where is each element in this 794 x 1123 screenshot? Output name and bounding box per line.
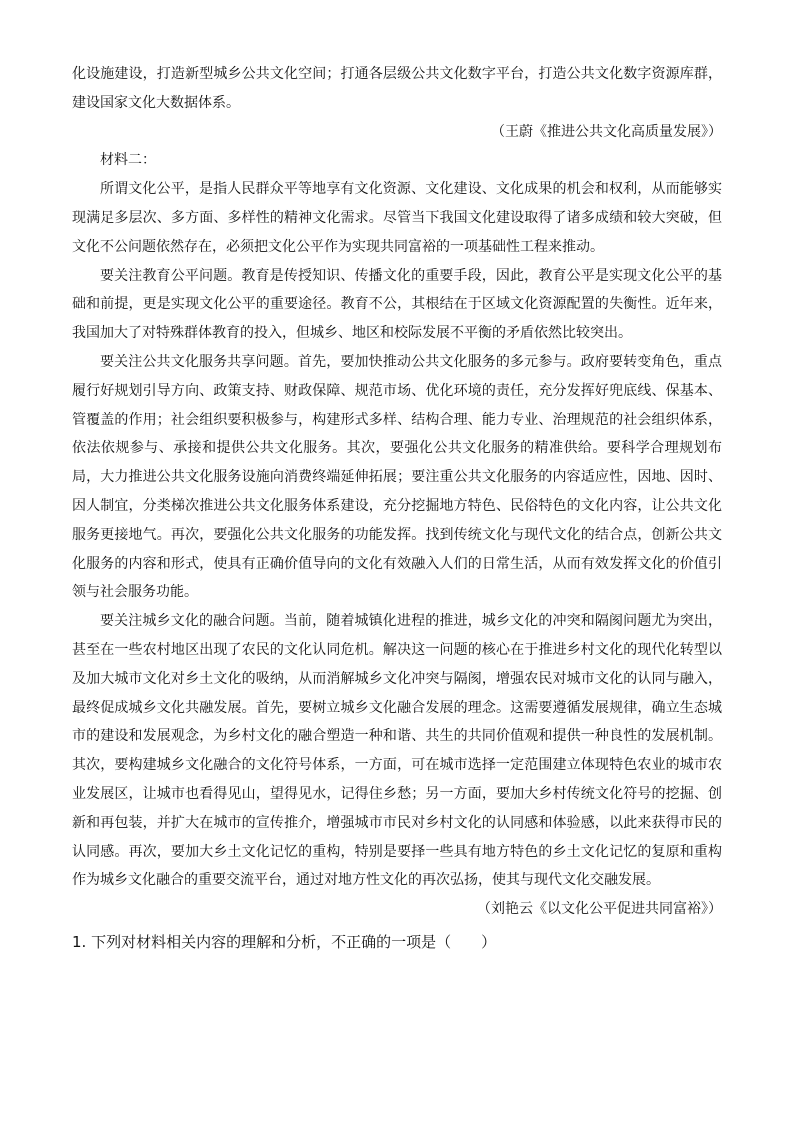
paragraph-public-service-sharing: 要关注公共文化服务共享问题。首先，要加快推动公共文化服务的多元参与。政府要转变角色，重点履行好规划引导方向、政策支持、财政保障、规范市场、优化环境的责任，充分发挥好兜底线、保基本、管覆盖的作用；社会组织要积极参与，构建形式多样、结构合理、能力专业、治理规范的社会组织体系，依法依规参与、承接和提供公共文化服务。其次，要强化公共文化服务的精准供给。要科学合理规划布局，大力推进公共文化服务设施向消费终端延伸拓展；要注重公共文化服务的内容适应性，因地、因时、因人制宜，分类梯次推进公共文化服务体系建设，充分挖掘地方特色、民俗特色的文化内容，让公共文化服务更接地气。再次，要强化公共文化服务的功能发挥。找到传统文化与现代文化的结合点，创新公共文化服务的内容和形式，使具有正确价值导向的文化有效融入人们的日常生活，从而有效发挥文化的价值引领与社会服务功能。 [72, 353, 722, 601]
document-page [72, 60, 722, 956]
paragraph-urban-rural-integration: 要关注城乡文化的融合问题。当前，随着城镇化进程的推进，城乡文化的冲突和隔阂问题尤为突出，甚至在一些农村地区出现了农民的文化认同危机。解决这一问题的核心在于推进乡村文化的现代化转型以及加大城市文化对乡土文化的吸纳，从而消解城乡文化冲突与隔阂，增强农民对城市文化的认同与融入，最终促成城乡文化共融发展。首先，要树立城乡文化融合发展的理念。这需要遵循发展规律，确立生态城市的建设和发展观念，为乡村文化的融合塑造一种和谐、共生的共同价值观和提供一种良性的发展机制。其次，要构建城乡文化融合的文化符号体系，一方面，可在城市选择一定范围建立体现特色农业的城市农业发展区，让城市也看得见山，望得见水，记得住乡愁；另一方面，要加大乡村传统文化符号的挖掘、创新和再包装，并扩大在城市的宣传推介，增强城市市民对乡村文化的认同感和体验感，以此来获得市民的认同感。再次，要加大乡土文化记忆的重构，特别是要择一些具有地方特色的乡土文化记忆的复原和重构作为城乡文化融合的重要交流平台，通过对地方性文化的再次弘扬，使其与现代文化交融发展。 [72, 613, 722, 889]
top-paragraph: 化设施建设，打造新型城乡公共文化空间；打通各层级公共文化数字平台，打造公共文化数字资源库群，建设国家文化大数据体系。 [72, 66, 722, 111]
paragraph-education-fairness: 要关注教育公平问题。教育是传授知识、传播文化的重要手段，因此，教育公平是实现文化公平的基础和前提，更是实现文化公平的重要途径。教育不公，其根结在于区域文化资源配置的失衡性。近年来，我国加大了对特殊群体教育的投入，但城乡、地区和校际发展不平衡的矛盾依然比较突出。 [72, 267, 722, 342]
question-1: 1. 下列对材料相关内容的理解和分析，不正确的一项是（ ） [72, 932, 497, 951]
citation-liu-yanyun: （刘艳云《以文化公平促进共同富裕》） [477, 901, 722, 918]
citation-wang-wei: （王蔚《推进公共文化高质量发展》） [491, 123, 722, 140]
material-two-label: 材料二： [100, 152, 156, 169]
paragraph-cultural-fairness: 所谓文化公平，是指人民群众平等地享有文化资源、文化建设、文化成果的机会和权利，从而能够实现满足多层次、多方面、多样性的精神文化需求。尽管当下我国文化建设取得了诸多成绩和较大突破，但文化不公问题依然存在，必须把文化公平作为实现共同富裕的一项基础性工程来推动。 [72, 181, 722, 255]
